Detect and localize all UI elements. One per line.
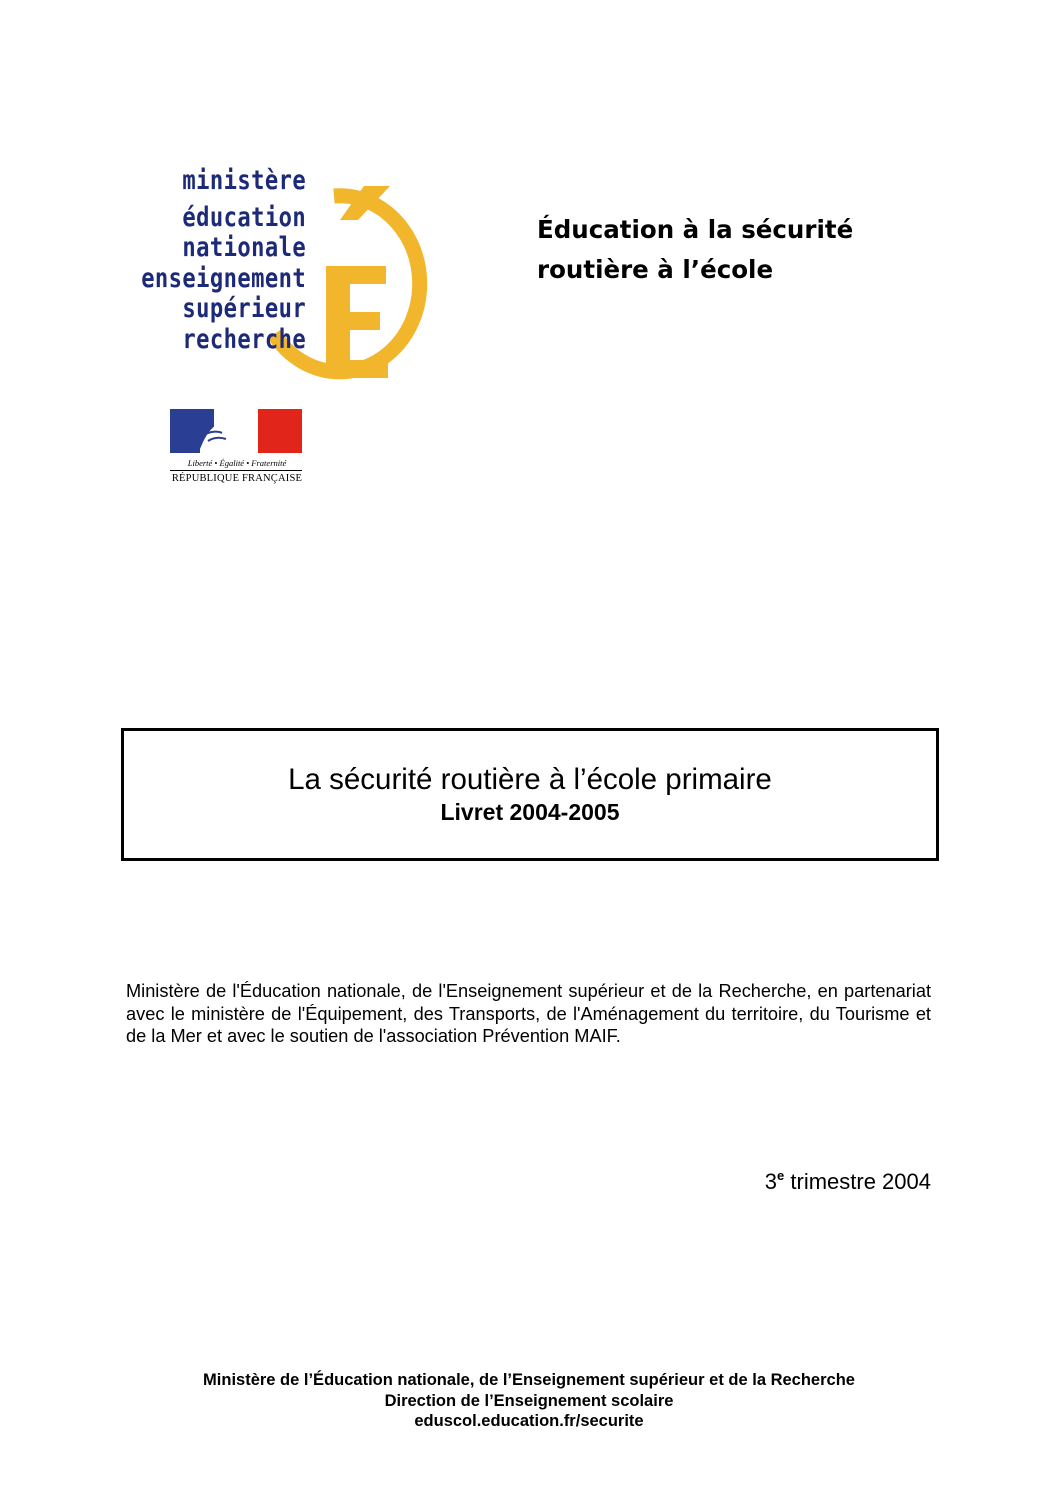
logo-line-ministere: ministère	[182, 165, 306, 196]
marianne-flag-icon	[170, 409, 302, 453]
header-title	[537, 210, 957, 290]
logo-line-superieur: supérieur	[182, 293, 306, 324]
footer-ministry: Ministère de l’Éducation nationale, de l’Enseignement supérieur et de la Recherche	[203, 1371, 855, 1389]
header-title-line2: routière à l’école	[537, 255, 774, 284]
date-rest: trimestre 2004	[784, 1169, 931, 1194]
document-title: La sécurité routière à l’école primaire	[288, 763, 772, 796]
header-title-line1: Éducation à la sécurité	[537, 215, 854, 244]
logo-line-enseignement: enseignement	[141, 262, 306, 294]
republique-motto: Liberté • Égalité • Fraternité	[187, 458, 287, 468]
publication-date	[600, 1168, 931, 1196]
footer	[100, 1370, 958, 1432]
republique-name: RÉPUBLIQUE FRANÇAISE	[171, 473, 303, 484]
ministry-logo	[120, 162, 450, 407]
republique-francaise-logo	[170, 409, 304, 489]
ministry-logo-text	[141, 166, 306, 355]
document-subtitle: Livret 2004-2005	[440, 799, 620, 825]
title-box	[121, 728, 939, 861]
date-number: 3	[764, 1169, 778, 1194]
footer-url: eduscol.education.fr/securite	[414, 1412, 644, 1430]
partners-paragraph: Ministère de l'Éducation nationale, de l'Enseignement supérieur et de la Recherche, en partenariat avec le ministère de l'Équipement, des Transports, de l'Aménagement du territoire, du Tourisme et de la Mer et avec le soutien de l'association Prévention MAIF.	[126, 981, 931, 1046]
footer-direction: Direction de l’Enseignement scolaire	[384, 1391, 674, 1410]
logo-line-recherche: recherche	[182, 323, 306, 355]
logo-line-education: éducation	[182, 201, 306, 233]
logo-line-nationale: nationale	[182, 232, 306, 263]
date-suffix: e	[777, 1168, 785, 1183]
republique-divider	[170, 470, 302, 471]
